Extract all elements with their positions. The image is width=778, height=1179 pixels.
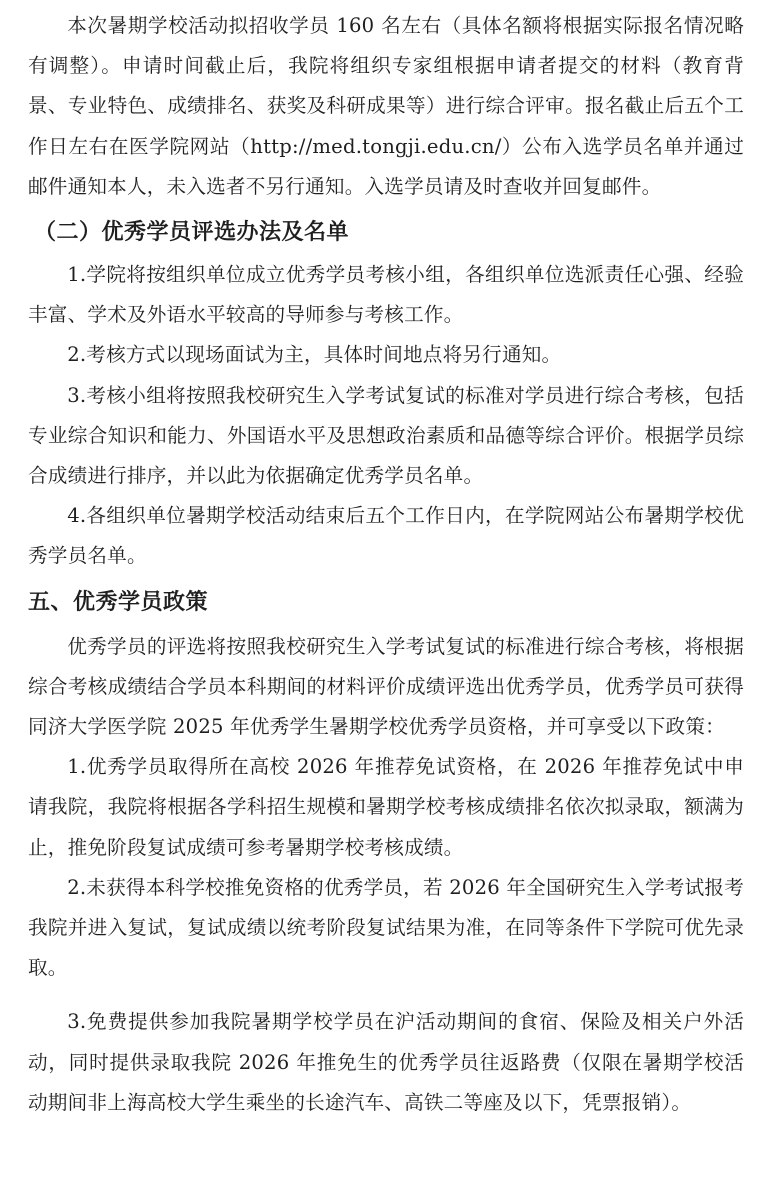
section-two-item-4: 4.各组织单位暑期学校活动结束后五个工作日内，在学院网站公布暑期学校优秀学员名单。	[28, 504, 744, 568]
section-five-intro: 优秀学员的评选将按照我校研究生入学考试复试的标准进行综合考核，将根据综合考核成绩结合学员本科期间的材料评价成绩评选出优秀学员，优秀学员可获得同济大学医学院 2025 年优秀学生暑期学校优秀学员资格，并可享受以下政策：	[28, 634, 744, 739]
intro-paragraph: 本次暑期学校活动拟招收学员 160 名左右（具体名额将根据实际报名情况略有调整）。申请时间截止后，我院将组织专家组根据申请者提交的材料（教育背景、专业特色、成绩排名、获奖及科研成果等）进行综合评审。报名截止后五个工作日左右在医学院网站（http://med.tongji.edu.cn/）公布入选学员名单并通过邮件通知本人，未入选者不另行通知。入选学员请及时查收并回复邮件。	[28, 14, 744, 198]
section-two-item-3: 3.考核小组将按照我校研究生入学考试复试的标准对学员进行综合考核，包括专业综合知识和能力、外国语水平及思想政治素质和品德等综合评价。根据学员综合成绩进行排序，并以此为依据确定优秀学员名单。	[28, 383, 744, 488]
section-five-heading: 五、优秀学员政策	[28, 589, 209, 615]
section-two-item-2: 2.考核方式以现场面试为主，具体时间地点将另行通知。	[67, 343, 562, 367]
section-two-item-1: 1.学院将按组织单位成立优秀学员考核小组，各组织单位选派责任心强、经验丰富、学术及外语水平较高的导师参与考核工作。	[28, 263, 744, 327]
section-five-item-3: 3.免费提供参加我院暑期学校学员在沪活动期间的食宿、保险及相关户外活动，同时提供录取我院 2026 年推免生的优秀学员往返路费（仅限在暑期学校活动期间非上海高校大学生乘坐的长途汽车、高铁二等座及以下，凭票报销）。	[28, 1010, 744, 1114]
section-five-item-2: 2.未获得本科学校推免资格的优秀学员，若 2026 年全国研究生入学考试报考我院并进入复试，复试成绩以统考阶段复试结果为准，在同等条件下学院可优先录取。	[28, 875, 744, 980]
section-two-heading: （二）优秀学员评选办法及名单	[34, 220, 350, 246]
section-five-item-1: 1.优秀学员取得所在高校 2026 年推荐免试资格，在 2026 年推荐免试中申请我院，我院将根据各学科招生规模和暑期学校考核成绩排名依次拟录取，额满为止，推免阶段复试成绩可参考暑期学校考核成绩。	[28, 755, 744, 859]
